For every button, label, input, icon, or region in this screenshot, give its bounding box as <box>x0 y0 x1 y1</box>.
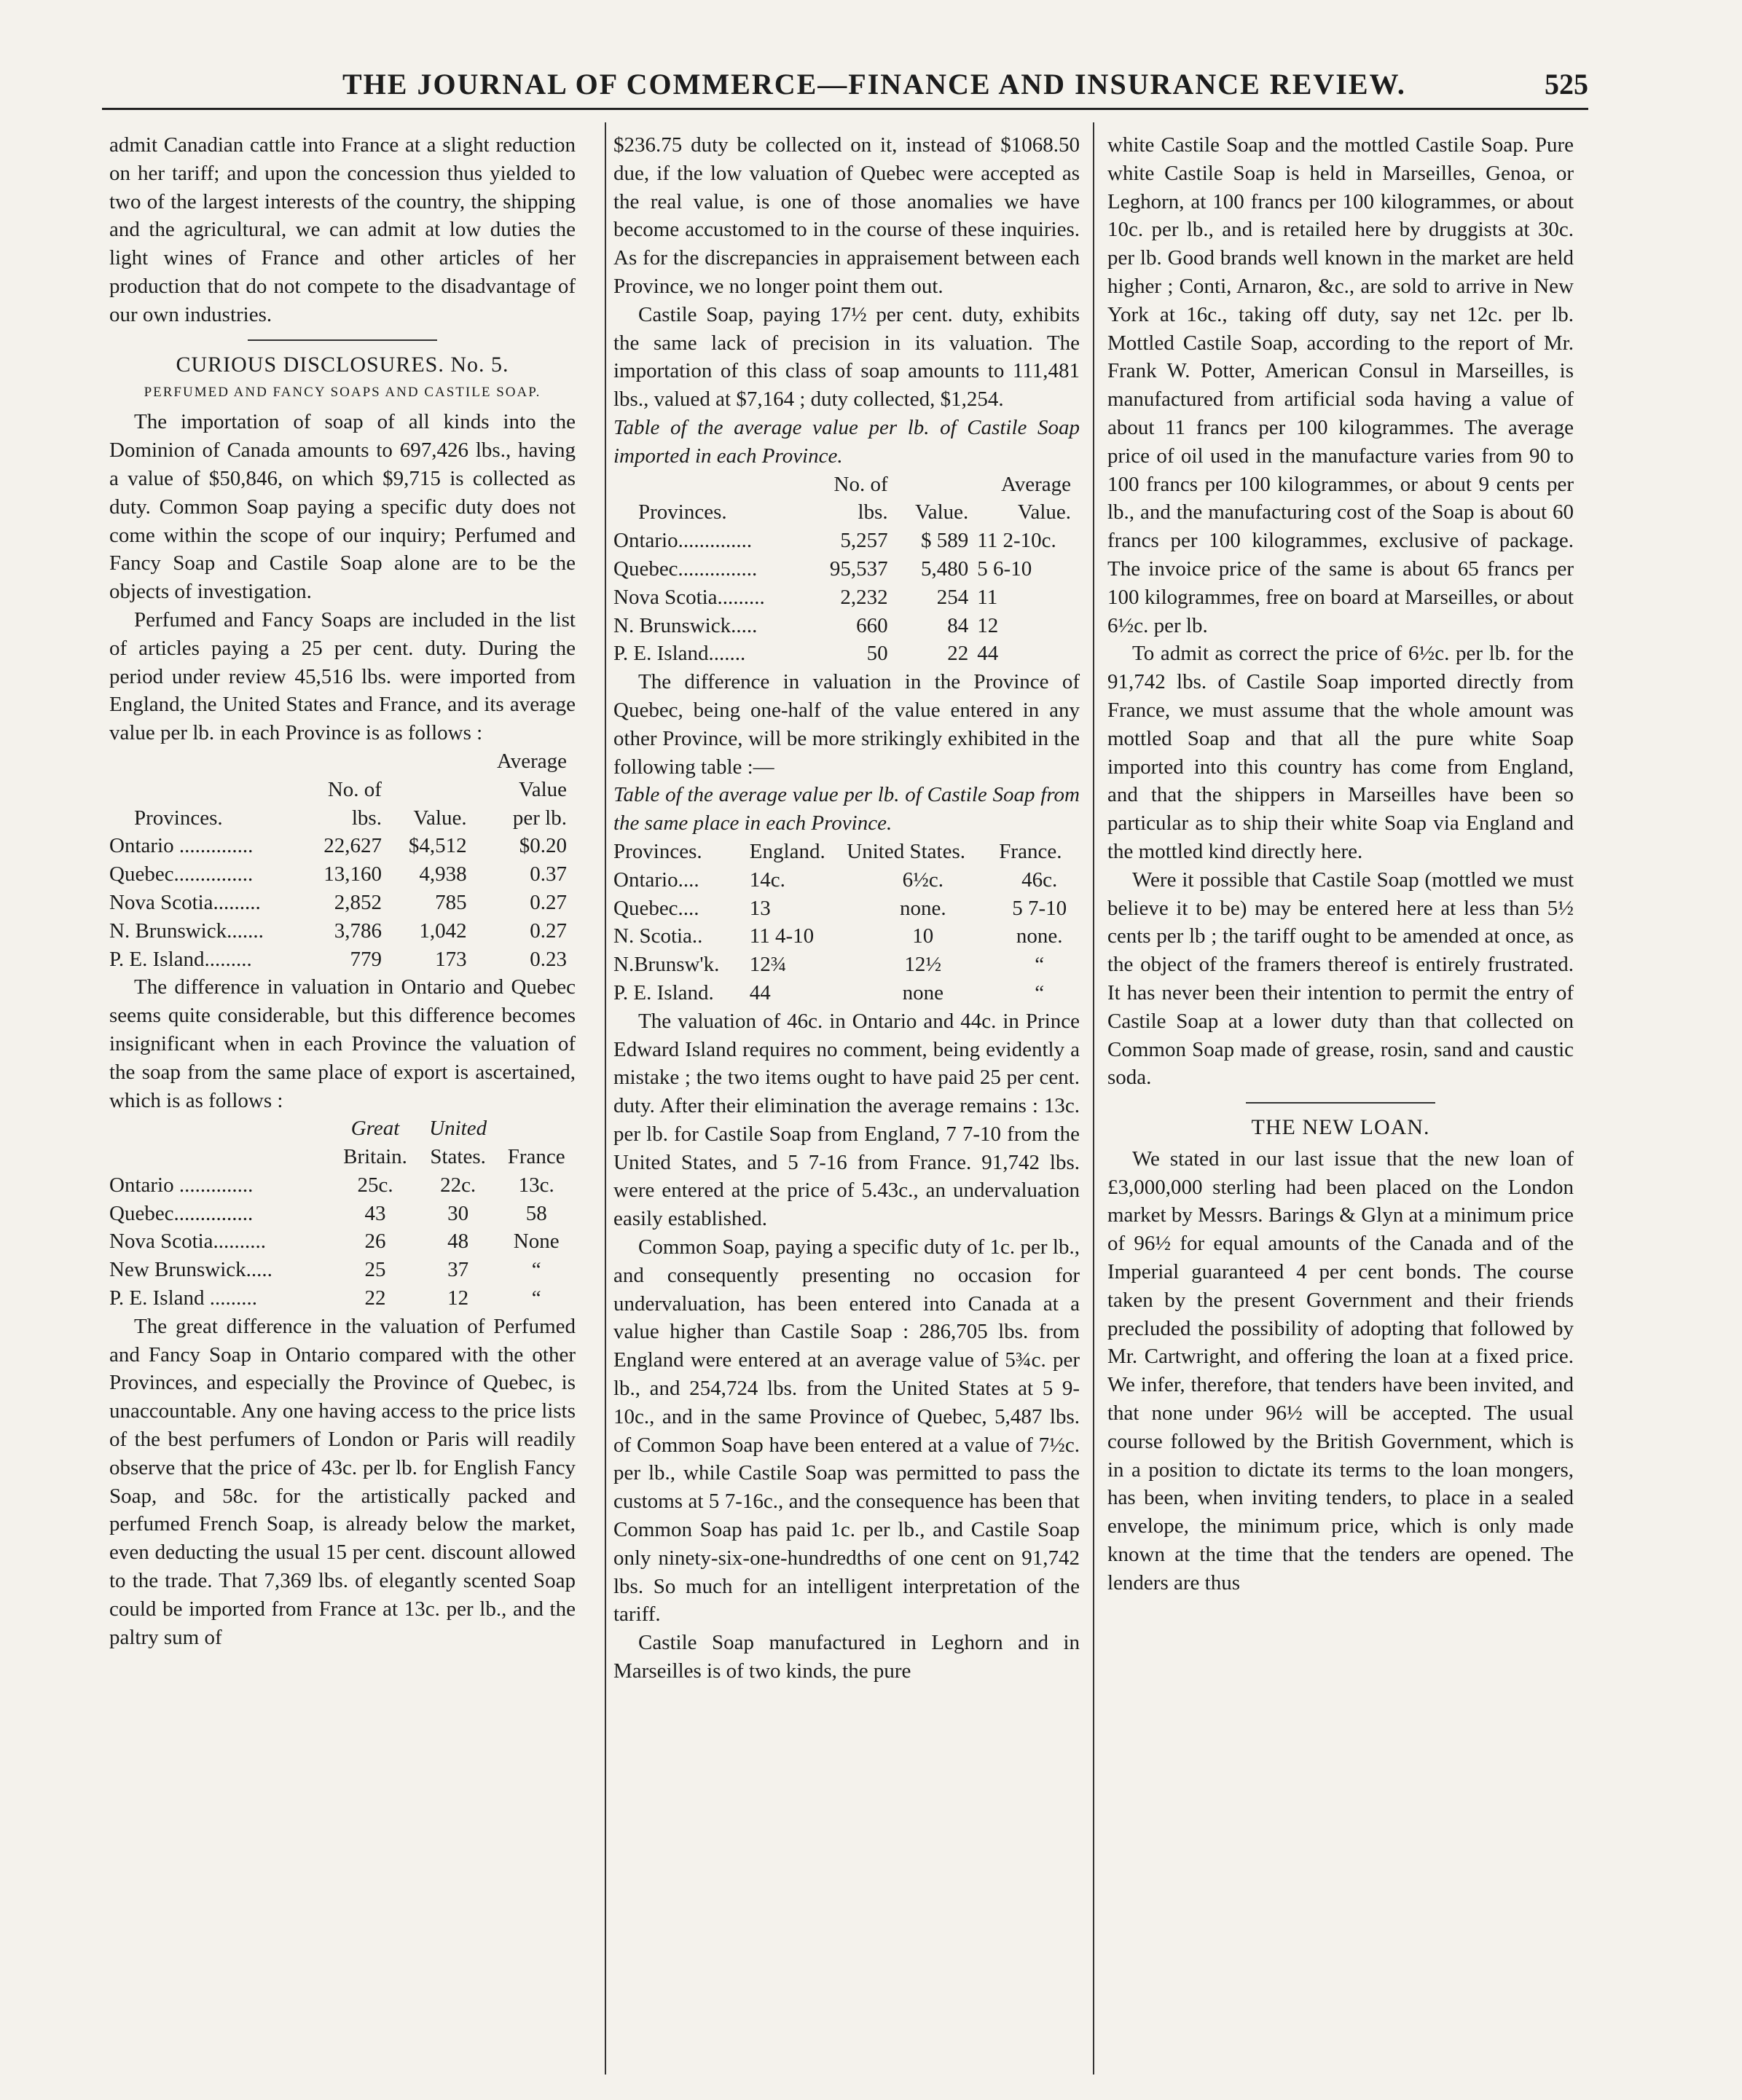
table-cell: 0.23 <box>530 947 567 971</box>
castile-soap-by-origin-table <box>613 838 1080 1007</box>
table-row <box>613 612 1080 640</box>
table-header-cell: Provinces. <box>638 500 727 524</box>
table-cell: 5 7-10 <box>1012 896 1067 920</box>
table-cell: “ <box>531 1258 541 1282</box>
table-cell: Ontario .............. <box>109 1173 254 1197</box>
table-header-cell: Value. <box>915 500 969 524</box>
table-cell: 37 <box>447 1258 469 1282</box>
table-header-cell: United <box>429 1117 487 1141</box>
table-header-cell <box>109 776 305 804</box>
table-cell: 11 <box>977 585 998 609</box>
table-header-cell: Average <box>1000 472 1071 496</box>
table-row <box>109 860 576 889</box>
table-header-cell: United States. <box>847 839 965 863</box>
table-header-cell <box>897 471 978 499</box>
table-row <box>109 1256 576 1284</box>
table-row <box>109 1200 576 1228</box>
table-cell: 2,232 <box>840 585 888 609</box>
section-divider <box>248 339 437 341</box>
table-caption: Table of the average value per lb. of Castile Soap from the same place in each Province. <box>613 783 1080 835</box>
table-cell: 95,537 <box>829 557 888 581</box>
paragraph: Castile Soap, paying 17½ per cent. duty, exhibits the same lack of precision in its valuation. The importation of this class of soap amounts to 111,481 lbs., valued at $7,164 ; duty collected, $1,254. <box>613 302 1080 412</box>
castile-soap-value-table <box>613 471 1080 669</box>
table-cell: 4,938 <box>419 862 467 886</box>
table-row <box>109 1284 576 1313</box>
table-header-cell: States. <box>430 1145 486 1169</box>
section-divider <box>1246 1102 1435 1104</box>
table-row <box>613 866 1080 894</box>
table-header-cell: No. of <box>833 472 888 496</box>
table-cell: 779 <box>350 947 382 971</box>
table-cell: “ <box>1035 953 1045 977</box>
table-row <box>109 832 576 860</box>
table-row <box>613 555 1080 583</box>
table-cell: 11 2-10c. <box>977 529 1056 553</box>
table-header-cell: Value. <box>413 806 467 830</box>
table-header-cell <box>305 747 391 776</box>
table-header-cell <box>497 1114 576 1143</box>
table-cell: 22 <box>947 642 969 666</box>
table-cell: 46c. <box>1021 868 1058 892</box>
column-rule-2 <box>1093 122 1094 2075</box>
table-cell: 12½ <box>904 953 942 977</box>
table-cell: Nova Scotia......... <box>109 890 261 914</box>
table-row <box>613 979 1080 1007</box>
table-header-cell: Average <box>496 749 567 773</box>
table-cell: 13 <box>749 896 771 920</box>
table-cell: none. <box>899 896 946 920</box>
table-cell: 12 <box>447 1286 469 1310</box>
column-1 <box>109 131 576 1651</box>
paragraph: white Castile Soap and the mottled Castile Soap. Pure white Castile Soap is held in Marseilles, Genoa, or Leghorn, at 100 francs per 100 kilogrammes, or about 10c. per lb., and is retailed here by druggists at 30c. per lb. Good brands well known in the market are held higher ; Conti, Arnaron, &c., are sold to arrive in New York at 16c., taking off duty, say net 12c. per lb. Mottled Castile Soap, according to the report of Mr. Frank W. Potter, American Consul in Marseilles, is manufactured from artificial soda having a value of about 11 francs per 100 kilogrammes. The average price of oil used in the manufacture varies from 90 to 100 francs per 100 kilogrammes, or about 9 cents per lb., and the manufacturing cost of the Soap is about 60 francs per 100 kilogrammes, exclusive of package. The invoice price of the same is about 65 francs per 100 kilogrammes, free on board at Marseilles, or about 6½c. per lb. <box>1107 133 1574 637</box>
table-cell: Quebec............... <box>109 862 254 886</box>
table-cell: 84 <box>947 613 969 637</box>
table-cell: 660 <box>856 613 888 637</box>
table-cell: N. Scotia.. <box>613 924 703 948</box>
article-heading: CURIOUS DISCLOSURES. No. 5. <box>176 352 509 377</box>
table-header-cell: No. of <box>327 777 382 801</box>
table-cell: 58 <box>525 1201 547 1225</box>
paragraph: admit Canadian cattle into France at a slight reduction on her tariff; and upon the concession thus yielded to two of the largest interests of the country, the shipping and the agricultural, we can admit at low duties the light wines of France and other articles of her production that do not compete to the disadvantage of our own industries. <box>109 133 576 326</box>
column-3 <box>1107 131 1574 1597</box>
table-row <box>109 945 576 974</box>
journal-title: THE JOURNAL OF COMMERCE—FINANCE AND INSURANCE REVIEW. <box>342 68 1406 101</box>
table-cell: 0.37 <box>530 862 567 886</box>
table-cell: 5,480 <box>921 557 969 581</box>
table-cell: 0.27 <box>530 919 567 943</box>
table-cell: 5 6-10 <box>977 557 1032 581</box>
paragraph: Common Soap, paying a specific duty of 1c. per lb., and consequently presenting no occasion for undervaluation, has been entered into Canada at a value higher than Castile Soap : 286,705 lbs. from England were entered at an average value of 5¾c. per lb., and 254,724 lbs. from the United States at 5 9-10c., and in the same Province of Quebec, 5,487 lbs. of Common Soap have been entered at a value of 7½c. per lb., while Castile Soap was permitted to pass the customs at 5 7-16c., and the consequence has been that Common Soap has paid 1c. per lb., and Castile Soap only ninety-six-one-hundredths of one cent on 91,742 lbs. So much for an intelligent interpretation of the tariff. <box>613 1235 1080 1627</box>
table-cell: 12¾ <box>749 953 787 977</box>
table-cell: Nova Scotia......... <box>613 585 765 609</box>
table-header-cell <box>613 471 810 499</box>
table-header-cell: per lb. <box>512 806 567 830</box>
table-cell: N. Brunswick..... <box>613 613 758 637</box>
table-row <box>109 1171 576 1200</box>
table-cell: Nova Scotia.......... <box>109 1230 267 1254</box>
table-cell: 13,160 <box>323 862 382 886</box>
table-row <box>613 951 1080 979</box>
perfumed-soap-by-origin-table <box>109 1114 576 1313</box>
table-header-cell <box>391 747 476 776</box>
table-cell: 0.27 <box>530 890 567 914</box>
paragraph: We stated in our last issue that the new loan of £3,000,000 sterling had been placed on the London market by Messrs. Barings & Glyn at a minimum price of 96½ for equal amounts of the Canada and of the Imperial guaranteed 4 per cent bonds. The course taken by the present Government and their friends precluded the possibility of adopting that followed by Mr. Cartwright, and offering the loan at a fixed price. We infer, therefore, that tenders have been invited, and that none under 96½ will be accepted. The usual course followed by the British Government, which is in a position to dictate its terms to the loan mongers, has been, when inviting tenders, to place in a sealed envelope, the minimum price, which is only made known at the time that the tenders are opened. The lenders are thus <box>1107 1147 1574 1594</box>
table-cell: 26 <box>364 1230 386 1254</box>
table-header-cell: France <box>507 1145 565 1169</box>
table-header-cell: lbs. <box>351 806 382 830</box>
table-header-cell: Britain. <box>343 1145 407 1169</box>
table-cell: N. Brunswick....... <box>109 919 264 943</box>
table-cell: P. E. Island. <box>613 980 714 1004</box>
table-row <box>613 894 1080 923</box>
table-cell: 43 <box>364 1201 386 1225</box>
table-cell: 22 <box>364 1286 386 1310</box>
table-cell: 22c. <box>440 1173 476 1197</box>
article-subheading: PERFUMED AND FANCY SOAPS AND CASTILE SOAP. <box>144 385 541 401</box>
table-cell: 30 <box>447 1201 469 1225</box>
table-cell: N.Brunsw'k. <box>613 953 720 977</box>
table-cell: P. E. Island ......... <box>109 1286 257 1310</box>
table-cell: 44 <box>977 642 999 666</box>
paragraph: Were it possible that Castile Soap (mottled we must believe it to be) may be entered here at less than 5½ cents per lb ; the tariff ought to be amended at once, as the object of the framers thereof is entirely frustrated. It has never been their intention to permit the entry of Castile Soap at a lower duty than that collected on Common Soap made of grease, rosin, sand and caustic soda. <box>1107 868 1574 1090</box>
table-header-cell <box>109 747 305 776</box>
table-cell: 12 <box>977 613 999 637</box>
table-cell: Quebec.... <box>613 896 699 920</box>
table-cell: 1,042 <box>419 919 467 943</box>
table-cell: $4,512 <box>408 834 467 858</box>
table-cell: 785 <box>435 890 467 914</box>
table-header-cell: Value <box>518 777 567 801</box>
table-cell: Ontario.............. <box>613 529 753 553</box>
table-cell: 48 <box>447 1230 469 1254</box>
table-cell: Ontario.... <box>613 868 699 892</box>
column-2 <box>613 131 1080 1686</box>
paragraph: Castile Soap manufactured in Leghorn and in Marseilles is of two kinds, the pure <box>613 1631 1080 1683</box>
table-cell: “ <box>1035 980 1045 1004</box>
table-header-cell <box>391 776 476 804</box>
table-header-cell <box>109 1143 331 1171</box>
table-header-cell: lbs. <box>858 500 888 524</box>
table-cell: 10 <box>912 924 934 948</box>
table-row <box>109 889 576 917</box>
table-cell: New Brunswick..... <box>109 1258 272 1282</box>
table-cell: 22,627 <box>323 834 382 858</box>
table-row <box>613 922 1080 951</box>
paragraph: To admit as correct the price of 6½c. per lb. for the 91,742 lbs. of Castile Soap imported directly from France, we must assume that the whole amount was mottled Soap and that all the pure white Soap imported into this country has come from England, and that the shippers in Marseilles have been so particular as to ship their white Soap via England and the mottled kind directly here. <box>1107 642 1574 863</box>
table-cell: 5,257 <box>840 529 888 553</box>
table-cell: 2,852 <box>334 890 382 914</box>
table-caption: Table of the average value per lb. of Castile Soap imported in each Province. <box>613 415 1080 468</box>
table-cell: 50 <box>866 642 888 666</box>
table-row <box>109 1227 576 1256</box>
perfumed-soap-value-table <box>109 747 576 973</box>
table-header-cell: Provinces. <box>613 839 702 863</box>
table-row <box>613 640 1080 668</box>
table-row <box>109 917 576 945</box>
table-cell: 11 4-10 <box>749 924 815 948</box>
table-cell: P. E. Island......... <box>109 947 252 971</box>
table-cell: $ 589 <box>921 529 969 553</box>
article-heading: THE NEW LOAN. <box>1251 1115 1430 1140</box>
table-cell: Ontario .............. <box>109 834 254 858</box>
table-cell: Quebec............... <box>613 557 758 581</box>
table-cell: 14c. <box>749 868 785 892</box>
page-header <box>102 64 1588 110</box>
table-header-cell: Provinces. <box>134 806 223 830</box>
table-cell: 254 <box>936 585 969 609</box>
table-cell: 44 <box>749 980 771 1004</box>
table-header-cell <box>109 1114 331 1143</box>
table-header-cell: England. <box>749 839 825 863</box>
table-cell: $0.20 <box>519 834 567 858</box>
column-rule-1 <box>605 122 606 2075</box>
table-header-cell: France. <box>999 839 1062 863</box>
table-cell: 6½c. <box>902 868 943 892</box>
table-cell: Quebec............... <box>109 1201 254 1225</box>
table-cell: None <box>513 1230 560 1254</box>
table-row <box>613 527 1080 555</box>
paragraph: The importation of soap of all kinds into the Dominion of Canada amounts to 697,426 lbs., having a value of $50,846, on which $9,715 is collected as duty. Common Soap paying a specific duty does not come within the scope of our inquiry; Perfumed and Fancy Soap and Castile Soap alone are to be the objects of investigation. <box>109 410 576 604</box>
table-row <box>613 583 1080 612</box>
table-cell: 13c. <box>518 1173 554 1197</box>
table-cell: 173 <box>435 947 467 971</box>
paragraph: Perfumed and Fancy Soaps are included in the list of articles paying a 25 per cent. duty. During the period under review 45,516 lbs. were imported from England, the United States and France, and its average value per lb. in each Province is as follows : <box>109 607 576 745</box>
page-number: 525 <box>1545 68 1588 101</box>
table-cell: “ <box>531 1286 541 1310</box>
table-header-cell: Great <box>350 1117 400 1141</box>
paragraph: $236.75 duty be collected on it, instead of $1068.50 due, if the low valuation of Quebec were accepted as the real value, is one of those anomalies we have become accustomed to in the course of these inquiries. As for the discrepancies in appraisement between each Province, we no longer point them out. <box>613 133 1080 298</box>
paragraph: The valuation of 46c. in Ontario and 44c. in Prince Edward Island requires no comment, being evidently a mistake ; the two items ought to have paid 25 per cent. duty. After their elimination the average remains : 13c. per lb. for Castile Soap from England, 7 7-10 from the United States, and 5 7-16 from France. 91,742 lbs. were entered at the price of 5.43c., an undervaluation easily established. <box>613 1009 1080 1231</box>
paragraph: The difference in valuation in the Province of Quebec, being one-half of the value entered in any other Province, will be more strikingly exhibited in the following table :— <box>613 670 1080 779</box>
table-cell: 3,786 <box>334 919 382 943</box>
table-cell: none <box>902 980 943 1004</box>
paragraph: The great difference in the valuation of Perfumed and Fancy Soap in Ontario compared with the other Provinces, and especially the Province of Quebec, is unaccountable. Any one having access to the price lists of the best perfumers of London or Paris will readily observe that the price of 43c. per lb. for English Fancy Soap, and 58c. for the artistically packed and perfumed French Soap, is already below the market, even deducting the usual 15 per cent. discount allowed to the trade. That 7,369 lbs. of elegantly scented Soap could be imported from France at 13c. per lb., and the paltry sum of <box>109 1314 576 1649</box>
table-cell: none. <box>1016 924 1063 948</box>
table-cell: 25c. <box>357 1173 393 1197</box>
table-cell: P. E. Island....... <box>613 642 746 666</box>
paragraph: The difference in valuation in Ontario and Quebec seems quite considerable, but this difference becomes insignificant when in each Province the valuation of the soap from the same place of export is ascertained, which is as follows : <box>109 975 576 1112</box>
table-header-cell: Value. <box>1017 500 1071 524</box>
table-cell: 25 <box>364 1258 386 1282</box>
